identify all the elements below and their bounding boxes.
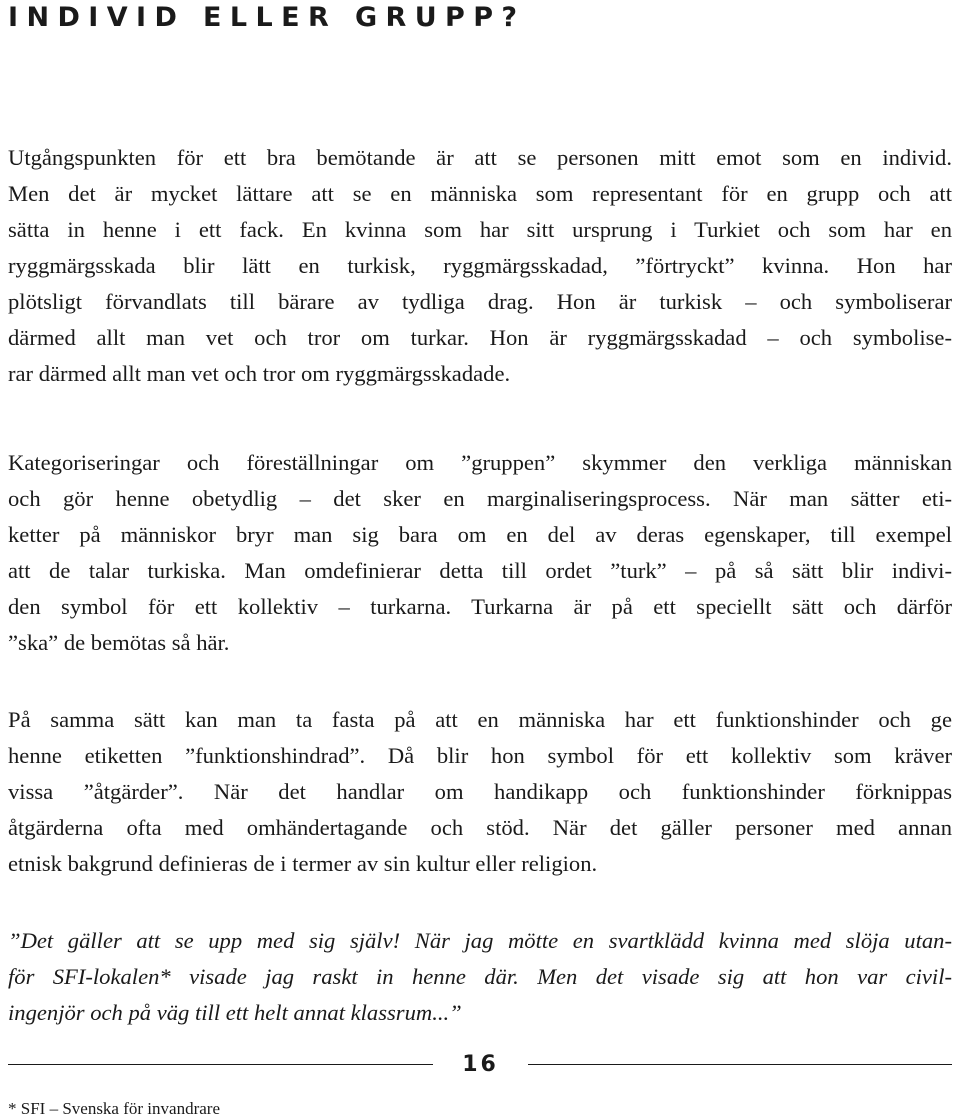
text-line: plötsligt förvandlats till bärare av tydliga drag. Hon är turkisk – och symboliserar bbox=[8, 289, 952, 314]
footnote: * SFI – Svenska för invandrare bbox=[8, 1099, 220, 1118]
text-line: därmed allt man vet och tror om turkar. Hon är ryggmärgsskadad – och symbolise- bbox=[8, 325, 952, 350]
text-line: etnisk bakgrund definieras de i termer av sin kultur eller religion. bbox=[8, 851, 598, 876]
text-line: vissa ”åtgärder”. När det handlar om handikapp och funktionshinder förknippas bbox=[8, 779, 952, 804]
text-line: åtgärderna ofta med omhändertagande och stöd. När det gäller personer med annan bbox=[8, 815, 952, 840]
text-line: På samma sätt kan man ta fasta på att en människa har ett funktionshinder och ge bbox=[8, 707, 952, 732]
page-heading: INDIVID ELLER GRUPP? bbox=[8, 2, 526, 33]
footer-divider-left bbox=[8, 1064, 433, 1065]
text-line: Utgångspunkten för ett bra bemötande är att se personen mitt emot som en individ. bbox=[8, 145, 952, 170]
footer-divider-right bbox=[528, 1064, 952, 1065]
paragraph-2 bbox=[8, 445, 952, 661]
text-line: ketter på människor bryr man sig bara om en del av deras egenskaper, till exempel bbox=[8, 522, 952, 547]
text-line: henne etiketten ”funktionshindrad”. Då blir hon symbol för ett kollektiv som kräver bbox=[8, 743, 952, 768]
text-line: att de talar turkiska. Man omdefinierar detta till ordet ”turk” – på så sätt blir indivi- bbox=[8, 558, 952, 583]
text-line: rar därmed allt man vet och tror om ryggmärgsskadade. bbox=[8, 361, 511, 386]
text-line: Men det är mycket lättare att se en människa som representant för en grupp och att bbox=[8, 181, 952, 206]
text-line: ryggmärgsskada blir lätt en turkisk, ryggmärgsskadad, ”förtryckt” kvinna. Hon har bbox=[8, 253, 952, 278]
quote-line: ingenjör och på väg till ett helt annat klassrum...” bbox=[8, 1000, 462, 1025]
text-line: och gör henne obetydlig – det sker en marginaliseringsprocess. När man sätter eti- bbox=[8, 486, 952, 511]
paragraph-3 bbox=[8, 702, 952, 882]
text-line: den symbol för ett kollektiv – turkarna. Turkarna är på ett speciellt sätt och därför bbox=[8, 594, 952, 619]
text-line: sätta in henne i ett fack. En kvinna som har sitt ursprung i Turkiet och som har en bbox=[8, 217, 952, 242]
text-line: ”ska” de bemötas så här. bbox=[8, 630, 230, 655]
quote-line: ”Det gäller att se upp med sig själv! När jag mötte en svartklädd kvinna med slöja utan- bbox=[8, 928, 952, 953]
text-line: Kategoriseringar och föreställningar om ”gruppen” skymmer den verkliga människan bbox=[8, 450, 952, 475]
paragraph-1 bbox=[8, 140, 952, 392]
quote-block bbox=[8, 923, 952, 1031]
page-number: 16 bbox=[462, 1052, 499, 1077]
quote-line: för SFI-lokalen* visade jag raskt in henne där. Men det visade sig att hon var civil- bbox=[8, 964, 952, 989]
